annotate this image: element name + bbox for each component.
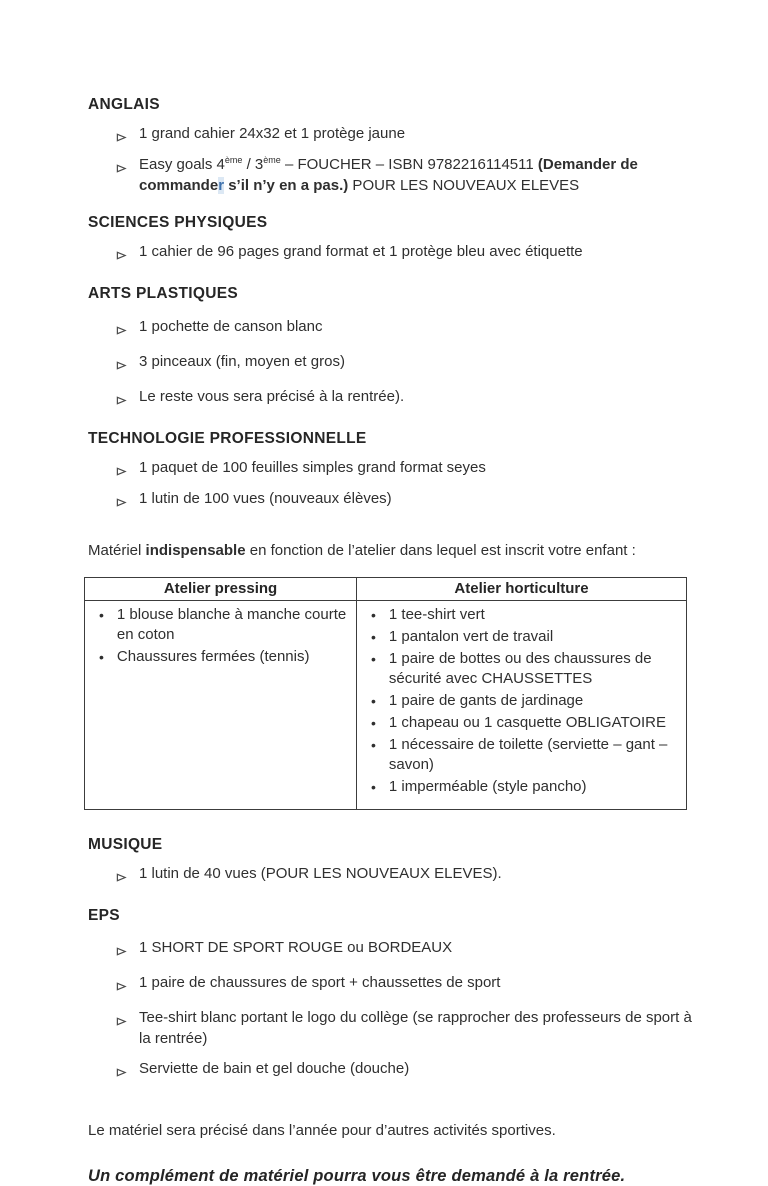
arrow-bullet-icon xyxy=(116,977,127,998)
section-anglais xyxy=(88,96,704,196)
list-item xyxy=(116,351,704,377)
list-item-text: Serviette de bain et gel douche (douche) xyxy=(139,1060,410,1077)
section-eps xyxy=(88,907,704,1084)
list-item-text: 1 SHORT DE SPORT ROUGE ou BORDEAUX xyxy=(139,939,453,956)
arrow-bullet-icon xyxy=(116,942,127,963)
dot-bullet-icon: • xyxy=(371,607,376,623)
arrow-bullet-icon xyxy=(116,356,127,377)
dot-bullet-icon: • xyxy=(371,651,376,667)
list-item-text: 1 paire de chaussures de sport + chaussettes de sport xyxy=(139,974,501,991)
item-text-bold: (Demander de commande xyxy=(139,156,638,194)
item-text-part: – FOUCHER – ISBN 9782216114511 xyxy=(280,156,538,173)
list-item xyxy=(116,972,704,998)
dot-bullet-icon: • xyxy=(99,607,104,623)
list-item xyxy=(116,1007,704,1049)
table-item-text: 1 paire de gants de jardinage xyxy=(388,692,584,709)
sciences-list xyxy=(88,241,704,267)
table-header-horticulture: Atelier horticulture xyxy=(357,578,687,601)
footer-note-complement: Un complément de matériel pourra vous être demandé à la rentrée. xyxy=(88,1167,626,1185)
section-musique xyxy=(88,836,704,889)
table-list-item xyxy=(91,647,348,667)
dot-bullet-icon: • xyxy=(371,779,376,795)
table-cell-horticulture xyxy=(357,601,687,810)
list-item xyxy=(116,386,704,412)
section-heading-musique: MUSIQUE xyxy=(88,836,163,853)
table-item-text: 1 paire de bottes ou des chaussures de sécurité avec CHAUSSETTES xyxy=(388,650,652,687)
table-item-text: 1 pantalon vert de travail xyxy=(388,628,554,645)
list-item xyxy=(116,1058,704,1084)
list-item xyxy=(116,316,704,342)
list-item-text: 1 lutin de 100 vues (nouveaux élèves) xyxy=(139,490,392,507)
list-item-text: 1 lutin de 40 vues (POUR LES NOUVEAUX ELEVES). xyxy=(139,865,502,882)
table-list-item xyxy=(91,605,348,645)
table-item-text: 1 nécessaire de toilette (serviette – gant – savon) xyxy=(388,736,668,773)
atelier-table xyxy=(84,577,687,810)
table-cell-pressing xyxy=(85,601,357,810)
arrow-bullet-icon xyxy=(116,128,127,149)
dot-bullet-icon: • xyxy=(371,737,376,753)
ordinal-superscript: ème xyxy=(224,155,243,165)
list-item-text: 1 paquet de 100 feuilles simples grand format seyes xyxy=(139,459,486,476)
dot-bullet-icon: • xyxy=(99,649,104,665)
list-item xyxy=(116,863,704,889)
table-list-item xyxy=(363,691,678,711)
arrow-bullet-icon xyxy=(116,493,127,514)
section-technologie xyxy=(88,430,704,514)
table-list-item xyxy=(363,777,678,797)
list-item-text: Le reste vous sera précisé à la rentrée). xyxy=(139,388,405,405)
list-item-text xyxy=(139,154,704,196)
note-text-part: Matériel xyxy=(88,542,146,559)
list-item xyxy=(116,154,704,196)
arrow-bullet-icon xyxy=(116,1063,127,1084)
arrow-bullet-icon xyxy=(116,391,127,412)
section-heading-anglais: ANGLAIS xyxy=(88,96,160,113)
arrow-bullet-icon xyxy=(116,1012,127,1033)
table-header-pressing: Atelier pressing xyxy=(85,578,357,601)
table-item-text: Chaussures fermées (tennis) xyxy=(116,648,310,665)
note-text-part: en fonction de l’atelier dans lequel est inscrit votre enfant : xyxy=(245,542,636,559)
note-text-bold: indispensable xyxy=(145,542,246,559)
list-item xyxy=(116,457,704,483)
footer-note-sport: Le matériel sera précisé dans l’année pour d’autres activités sportives. xyxy=(88,1122,556,1139)
arrow-bullet-icon xyxy=(116,246,127,267)
list-item-text: Tee-shirt blanc portant le logo du collège (se rapprocher des professeurs de sport à la rentrée) xyxy=(139,1009,692,1047)
horticulture-list xyxy=(363,605,678,797)
list-item xyxy=(116,937,704,963)
anglais-list xyxy=(88,123,704,196)
section-heading-arts: ARTS PLASTIQUES xyxy=(88,285,239,302)
ordinal-superscript: ème xyxy=(263,155,281,165)
table-list-item xyxy=(363,735,678,775)
table-item-text: 1 tee-shirt vert xyxy=(388,606,485,623)
list-item xyxy=(116,488,704,514)
list-item-text: 1 cahier de 96 pages grand format et 1 protège bleu avec étiquette xyxy=(139,243,583,260)
item-text-part: / 3 xyxy=(242,156,264,173)
arts-list xyxy=(88,316,704,412)
item-text-bold: s’il n’y en a pas.) xyxy=(224,177,349,194)
scan-artifact-letter: r xyxy=(218,177,225,194)
arrow-bullet-icon xyxy=(116,462,127,483)
arrow-bullet-icon xyxy=(116,868,127,889)
table-item-text: 1 imperméable (style pancho) xyxy=(388,778,587,795)
section-sciences-physiques xyxy=(88,214,704,267)
materiel-note xyxy=(88,540,704,561)
table-header-row xyxy=(85,578,687,601)
section-arts-plastiques xyxy=(88,285,704,412)
list-item-text: 1 pochette de canson blanc xyxy=(139,318,323,335)
pressing-list xyxy=(91,605,348,667)
table-body-row xyxy=(85,601,687,810)
arrow-bullet-icon xyxy=(116,321,127,342)
list-item xyxy=(116,123,704,149)
item-text-part: Easy goals 4 xyxy=(139,156,225,173)
technologie-list xyxy=(88,457,704,514)
list-item-text: 1 grand cahier 24x32 et 1 protège jaune xyxy=(139,125,406,142)
section-heading-technologie: TECHNOLOGIE PROFESSIONNELLE xyxy=(88,430,367,447)
section-heading-eps: EPS xyxy=(88,907,120,924)
section-heading-sciences: SCIENCES PHYSIQUES xyxy=(88,214,268,231)
table-list-item xyxy=(363,713,678,733)
list-item-text: 3 pinceaux (fin, moyen et gros) xyxy=(139,353,345,370)
table-list-item xyxy=(363,649,678,689)
eps-list xyxy=(88,937,704,1084)
table-list-item xyxy=(363,627,678,647)
arrow-bullet-icon xyxy=(116,159,127,180)
musique-list xyxy=(88,863,704,889)
table-list-item xyxy=(363,605,678,625)
dot-bullet-icon: • xyxy=(371,629,376,645)
dot-bullet-icon: • xyxy=(371,693,376,709)
table-item-text: 1 chapeau ou 1 casquette OBLIGATOIRE xyxy=(388,714,667,731)
table-item-text: 1 blouse blanche à manche courte en coton xyxy=(116,606,347,643)
item-text-part: POUR LES NOUVEAUX ELEVES xyxy=(348,177,580,194)
dot-bullet-icon: • xyxy=(371,715,376,731)
list-item xyxy=(116,241,704,267)
